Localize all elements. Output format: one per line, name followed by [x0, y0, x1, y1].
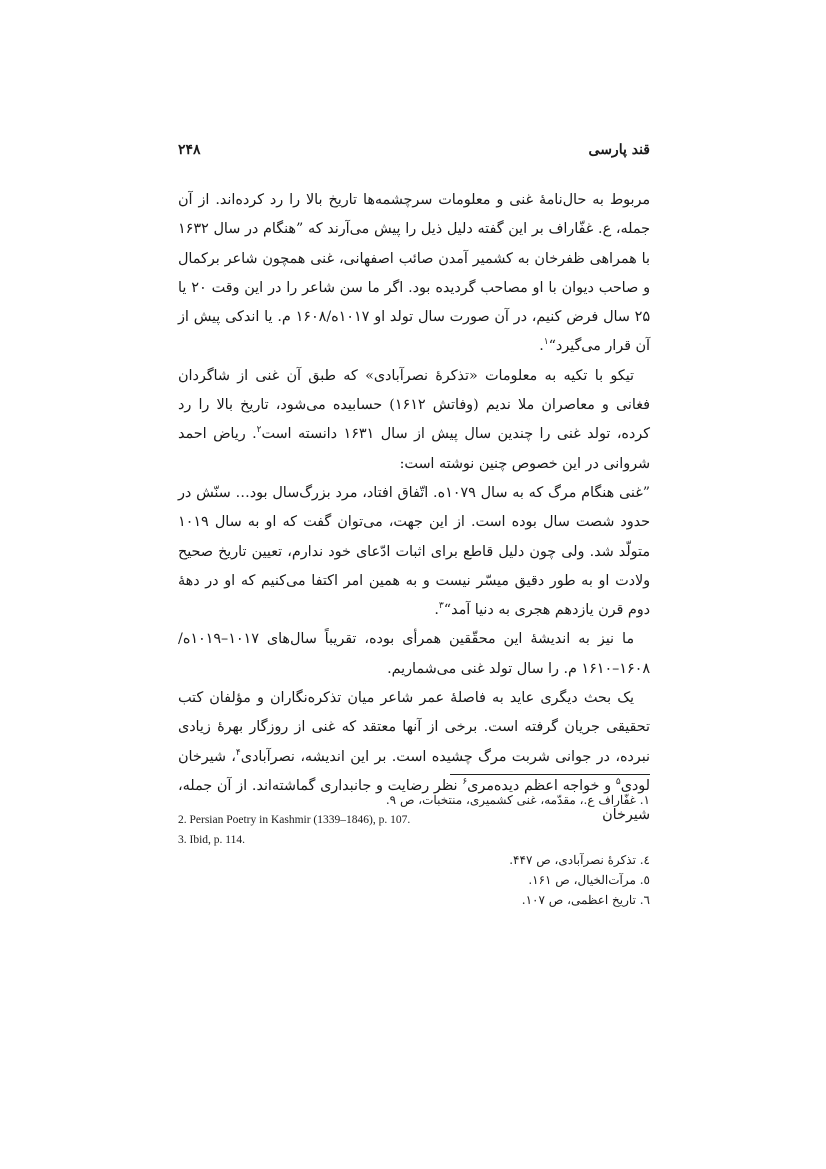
paragraph-3: ما نیز به اندیشۀ این محقّقین همرأی بوده، تقریباً سال‌های ۱۰۱۷–۱۰۱۹ه/۱۶۰۸–۱۶۱۰ م. را سال تولد غنی می‌شماریم. — [178, 631, 650, 677]
footnote-2: 2. Persian Poetry in Kashmir (1339–1846), p. 107. — [178, 814, 411, 826]
paragraph-1-end: . — [539, 338, 544, 355]
footnote-ref-1: ۱ — [543, 337, 549, 348]
page-number: ۲۴۸ — [178, 142, 201, 158]
footnote-5: ٥. مرآت‌الخیال، ص ۱۶۱. — [528, 873, 650, 887]
paragraph-4-text-d: نظر رضایت و جانبداری گماشته‌اند. از آن جمله، شیرخان — [178, 777, 650, 824]
paragraph-1 — [178, 186, 650, 362]
paragraph-2-text-end: . ریاض احمد شروانی در این خصوص چنین نوشته است: — [178, 426, 650, 472]
footnote-ref-4: ۴ — [235, 747, 241, 758]
footnote-ref-6: ۶ — [462, 777, 468, 788]
footnote-ref-2: ۲ — [256, 425, 262, 436]
paragraph-4-text: یک بحث دیگری عاید به فاصلۀ عمر شاعر میان تذکره‌نگاران و مؤلفان کتب تحقیقی جریان گرفته است. برخی از آنها معتقد که غنی از روزگار بهرۀ زیادی نبرده، در جوانی شربت مرگ چشیده است. بر این اندیشه، نصرآبادی — [178, 690, 650, 765]
footnote-1: ۱. غفّاراف ع.، مقدّمه، غنی کشمیری، منتخبات، ص ۹. — [385, 793, 650, 807]
paragraph-4-text-c: و خواجه اعظم دیده‌مری — [467, 777, 616, 794]
journal-title: قند پارسی — [588, 142, 650, 158]
paragraph-2 — [178, 362, 650, 479]
main-text — [178, 186, 650, 831]
footnote-4: ٤. تذکرۀ نصرآبادی، ص ۴۴۷. — [509, 853, 650, 867]
footnote-ref-3: ۳ — [438, 601, 444, 612]
block-quote-end: . — [434, 602, 439, 619]
paragraph-1-text: مربوط به حال‌نامۀ غنی و معلومات سرچشمه‌ها تاریخ بالا را رد کرده‌اند. از آن جمله، ع. غفّاراف بر این گفته دلیل ذیل را پیش می‌آرند که ”هنگام در سال ۱۶۳۲ با همراهی ظفرخان به کشمیر آمدن صائب اصفهانی، غنی همچون شاعر برکمال و صاحب دیوان با او مصاحب گردیده بود. اگر ما سن شاعر را در این وقت ۲۰ یا ۲۵ سال فرض کنیم، در آن صورت سال تولد او ۱۰۱۷ه/۱۶۰۸ م. یا اندکی پیش از آن قرار می‌گیرد“ — [178, 192, 651, 355]
block-quote-text: ”غنی هنگام مرگ که به سال ۱۰۷۹ه. اتّفاق افتاد، مرد بزرگ‌سال بود… سنّش در حدود شصت سال بوده است. از این جهت، می‌توان گفت که او به سال ۱۰۱۹ متولّد شد. ولی چون دلیل قاطع برای اثبات ادّعای خود ندارم، تعیین تاریخ صحیح ولادت او به طور دقیق میسّر نیست و به همین امر اکتفا می‌کنیم که او در دهۀ دوم قرن یازدهم هجری به دنیا آمد“ — [178, 484, 650, 619]
paragraph-4-text-b: ، شیرخان لودی — [178, 748, 650, 794]
footnote-3: 3. Ibid, p. 114. — [178, 834, 245, 846]
block-quote — [178, 479, 650, 625]
running-header — [178, 142, 650, 166]
footnote-separator — [450, 774, 650, 775]
footnote-ref-5: ۵ — [615, 777, 621, 788]
paragraph-2-text: تیکو با تکیه به معلومات «تذکرۀ نصرآبادی» که طبق آن غنی از شاگردان فغانی و معاصران ملا ندیم (وفاتش ۱۶۱۲) حسابیده می‌شود، تاریخ بالا را رد کرده، تولد غنی را چندین سال پیش از سال ۱۶۳۱ دانسته است — [178, 367, 650, 443]
footnote-6: ٦. تاریخ اعظمی، ص ۱۰۷. — [521, 893, 650, 907]
